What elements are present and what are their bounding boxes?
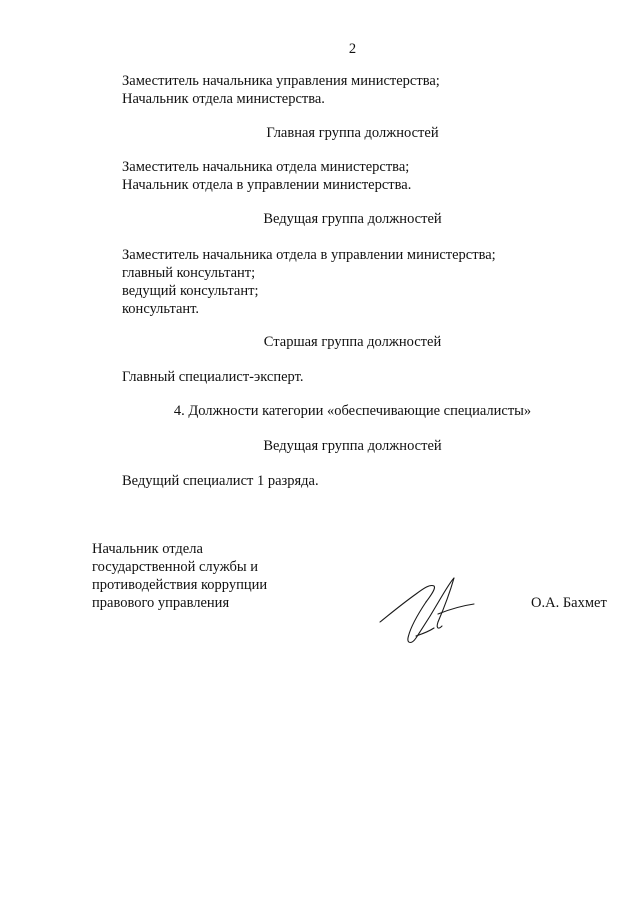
position-line: ведущий консультант;	[122, 283, 259, 299]
position-line: Начальник отдела в управлении министерства.	[122, 177, 412, 193]
position-line: Заместитель начальника управления министерства;	[122, 73, 440, 89]
intro-positions	[122, 72, 440, 108]
position-line: Заместитель начальника отдела министерства;	[122, 159, 410, 175]
signatory-title-line: противодействия коррупции	[92, 577, 268, 593]
position-line: консультант.	[122, 301, 200, 317]
category-heading: 4. Должности категории «обеспечивающие специалисты»	[173, 403, 532, 419]
signatory-title	[92, 540, 267, 612]
position-line: главный консультант;	[122, 265, 256, 281]
signatory-title-line: правового управления	[92, 595, 230, 611]
support-leading-group-positions	[122, 472, 319, 490]
section-heading-leading-group: Ведущая группа должностей	[263, 211, 442, 227]
leading-group-positions	[122, 246, 496, 318]
page-number: 2	[348, 41, 357, 57]
section-heading-main-group: Главная группа должностей	[266, 125, 439, 141]
handwritten-signature	[378, 574, 478, 646]
position-line: Заместитель начальника отдела в управлении министерства;	[122, 247, 496, 263]
position-line: Главный специалист-эксперт.	[122, 369, 304, 385]
senior-group-positions	[122, 368, 303, 386]
signatory-name: О.А. Бахмет	[531, 595, 607, 611]
position-line: Ведущий специалист 1 разряда.	[122, 473, 319, 489]
main-group-positions	[122, 158, 411, 194]
signatory-title-line: Начальник отдела	[92, 541, 203, 557]
section-heading-senior-group: Старшая группа должностей	[263, 334, 442, 350]
position-line: Начальник отдела министерства.	[122, 91, 325, 107]
section-heading-support-leading-group: Ведущая группа должностей	[263, 438, 442, 454]
signatory-title-line: государственной службы и	[92, 559, 259, 575]
